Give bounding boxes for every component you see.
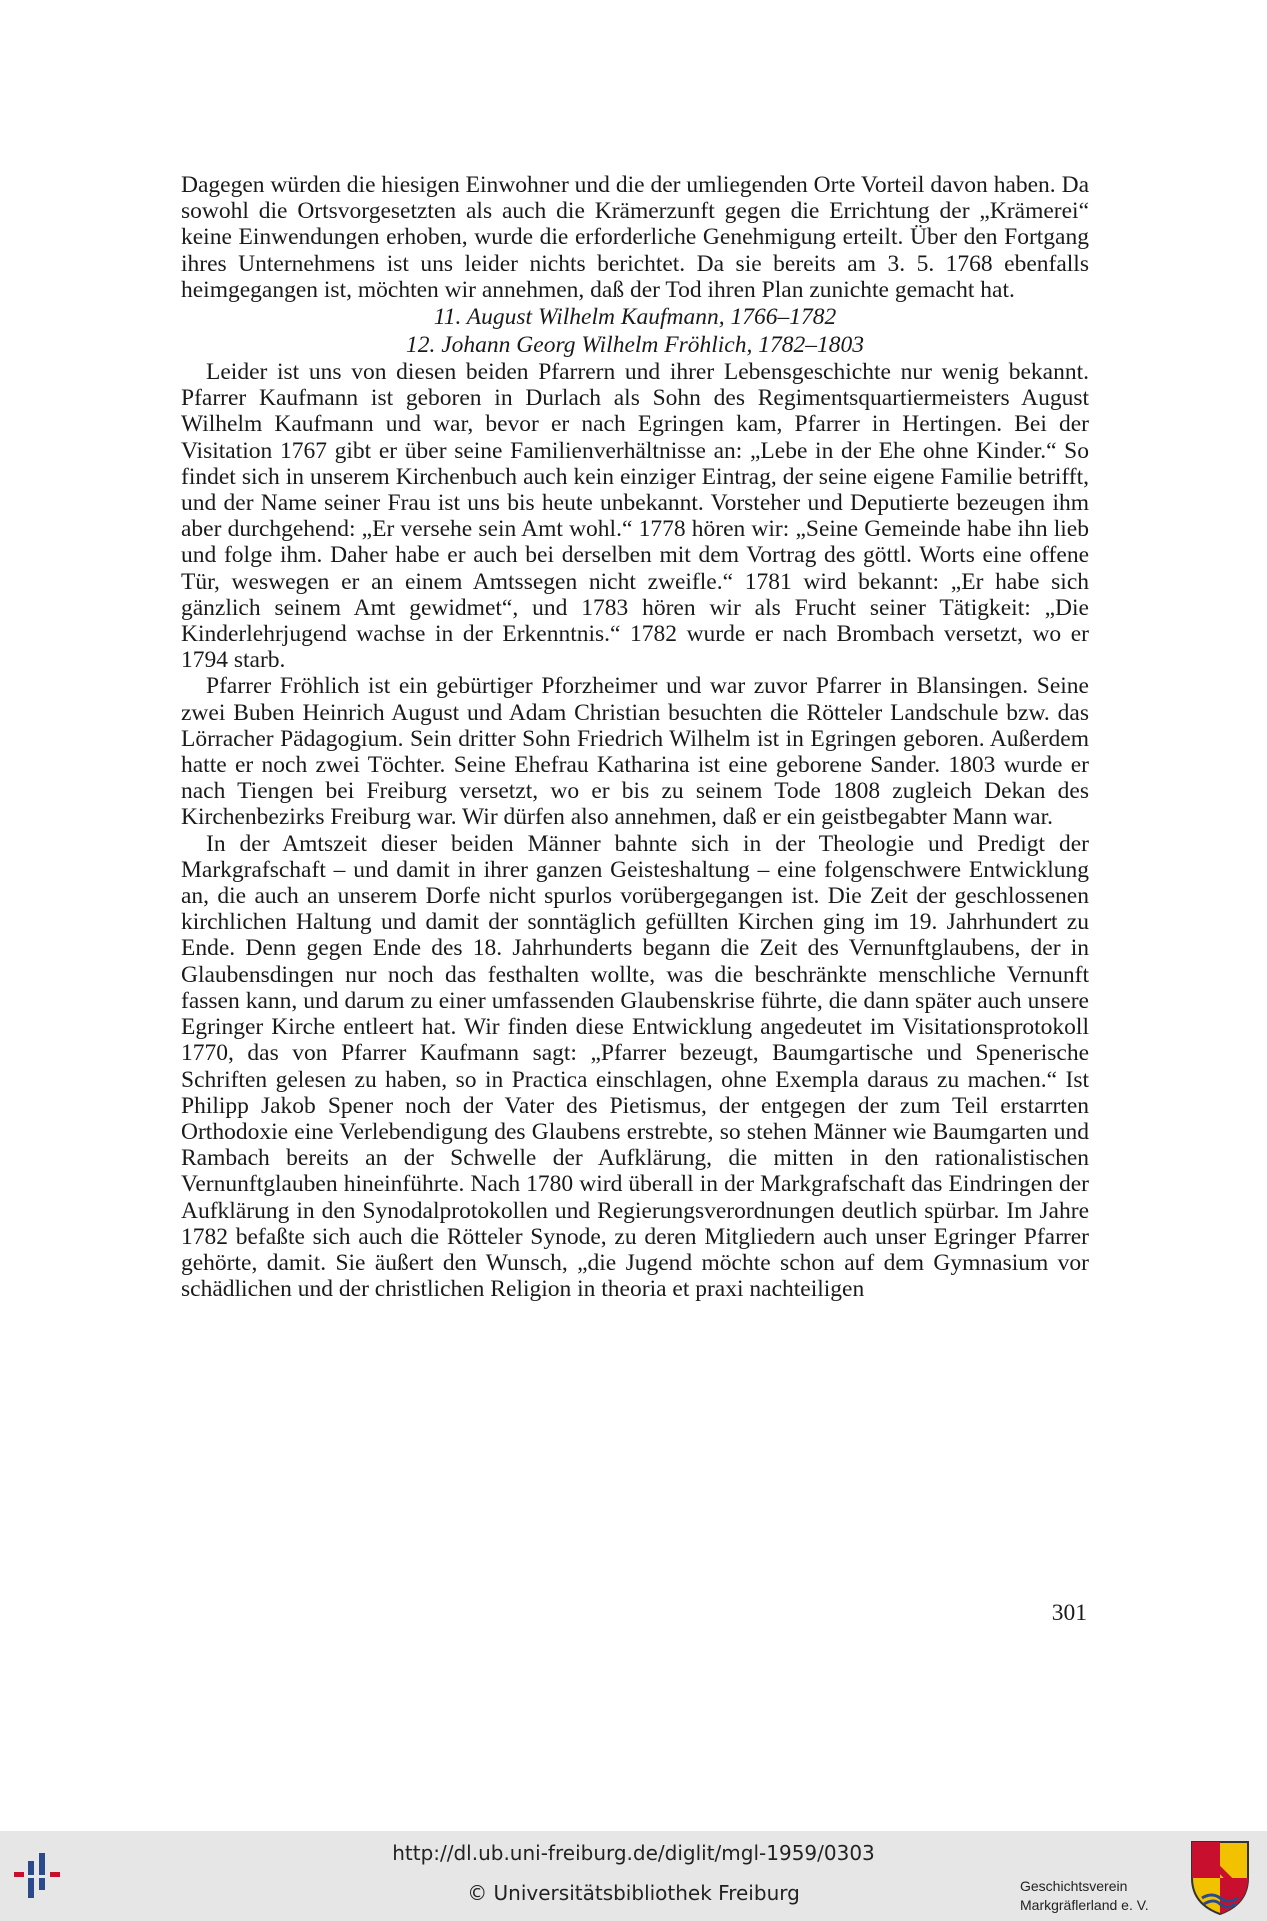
page-number: 301	[1051, 1600, 1087, 1626]
paragraph-froehlich: Pfarrer Fröhlich ist ein gebürtiger Pforzheimer und war zuvor Pfarrer in Blansingen. Seine zwei Buben Heinrich August und Adam Christian besuchten die Rötteler Landschule bzw. das Lörracher Pädagogium. Sein dritter Sohn Friedrich Wilhelm ist in Egringen geboren. Außerdem hatte er noch zwei Töchter. Seine Ehefrau Katharina ist eine geborene Sander. 1803 wurde er nach Tiengen bei Freiburg versetzt, wo er bis zu seinem Tode 1808 zugleich Dekan des Kirchenbezirks Freiburg war. Wir dürfen also annehmen, daß er ein geistbegabter Mann war.	[181, 673, 1089, 831]
footer-copyright: © Universitätsbibliothek Freiburg	[467, 1881, 800, 1905]
section-heading-11: 11. August Wilhelm Kaufmann, 1766–1782	[433, 304, 837, 331]
coat-of-arms-icon	[1188, 1838, 1252, 1916]
society-line-2: Markgräflerland e. V.	[1020, 1897, 1149, 1913]
footer-bar	[0, 1831, 1267, 1921]
paragraph-intro: Dagegen würden die hiesigen Einwohner und die der umliegenden Orte Vorteil davon haben. Da sowohl die Ortsvorgesetzten als auch die Krämerzunft gegen die Errichtung der „Krämerei“ keine Einwendungen erhoben, wurde die erforderliche Genehmigung erteilt. Über den Fortgang ihres Unternehmens ist uns leider nichts berichtet. Da sie bereits am 3. 5. 1768 ebenfalls heimgegangen ist, möchten wir annehmen, daß der Tod ihren Plan zunichte gemacht hat.	[181, 172, 1089, 303]
section-heading-12: 12. Johann Georg Wilhelm Fröhlich, 1782–1803	[406, 332, 864, 359]
paragraph-aufklaerung: In der Amtszeit dieser beiden Männer bahnte sich in der Theologie und Predigt der Markgrafschaft – und damit in ihrer ganzen Geisteshaltung – eine folgenschwere Entwicklung an, die auch an unserem Dorfe nicht spurlos vorübergegangen ist. Die Zeit der geschlossenen kirchlichen Haltung und damit der sonntäglich gefüllten Kirchen ging im 19. Jahrhundert zu Ende. Denn gegen Ende des 18. Jahrhunderts begann die Zeit des Vernunftglaubens, der in Glaubensdingen nur noch das festhalten wollte, was die beschränkte menschliche Vernunft fassen kann, und darum zu einer umfassenden Glaubenskrise führte, die dann später auch unsere Egringer Kirche entleert hat. Wir finden diese Entwicklung angedeutet im Visitationsprotokoll 1770, das von Pfarrer Kaufmann sagt: „Pfarrer bezeugt, Baumgartische und Spenerische Schriften gelesen zu haben, so in Practica einschlagen, ohne Exempla daraus zu machen.“ Ist Philipp Jakob Spener noch der Vater des Pietismus, der entgegen der zum Teil erstarrten Orthodoxie eine Verlebendigung des Glaubens erstrebte, so stehen Männer wie Baumgarten und Rambach bereits an der Schwelle der Aufklärung, die mitten in den rationalistischen Vernunftglauben hineinführte. Nach 1780 wird überall in der Markgrafschaft das Eindringen der Aufklärung in den Synodalprotokollen und Regierungsverordnungen deutlich spürbar. Im Jahre 1782 befaßte sich auch die Rötteler Synode, zu deren Mitgliedern auch unser Egringer Pfarrer gehörte, damit. Sie äußert den Wunsch, „die Jugend möchte schon auf dem Gymnasium vor schädlichen und der christlichen Religion in theoria et praxi nachteiligen	[181, 830, 1089, 1303]
society-line-1: Geschichtsverein	[1020, 1878, 1128, 1894]
society-name	[1020, 1877, 1180, 1915]
paragraph-kaufmann: Leider ist uns von diesen beiden Pfarrern und ihrer Lebensgeschichte nur wenig bekannt. Pfarrer Kaufmann ist geboren in Durlach als Sohn des Regimentsquartiermeisters August Wilhelm Kaufmann und war, bevor er nach Egringen kam, Pfarrer in Hertingen. Bei der Visitation 1767 gibt er über seine Familienverhältnisse an: „Lebe in der Ehe ohne Kinder.“ So findet sich in unserem Kirchenbuch auch kein einziger Eintrag, der seine eigene Familie betrifft, und der Name seiner Frau ist uns bis heute unbekannt. Vorsteher und Deputierte bezeugen ihm aber durchgehend: „Er versehe sein Amt wohl.“ 1778 hören wir: „Seine Gemeinde habe ihn lieb und folge ihm. Daher habe er auch bei derselben mit dem Vortrag des göttl. Worts eine offene Tür, weswegen er an einem Amtssegen nicht zweifle.“ 1781 wird bekannt: „Er habe sich gänzlich seinem Amt gewidmet“, und 1783 hören wir als Frucht seiner Tätigkeit: „Die Kinderlehrjugend wachse in der Erkenntnis.“ 1782 wurde er nach Brombach versetzt, wo er 1794 starb.	[181, 359, 1089, 674]
page-body	[181, 172, 1089, 1302]
footer-url-link[interactable]: http://dl.ub.uni-freiburg.de/diglit/mgl-1959/0303	[392, 1841, 875, 1865]
